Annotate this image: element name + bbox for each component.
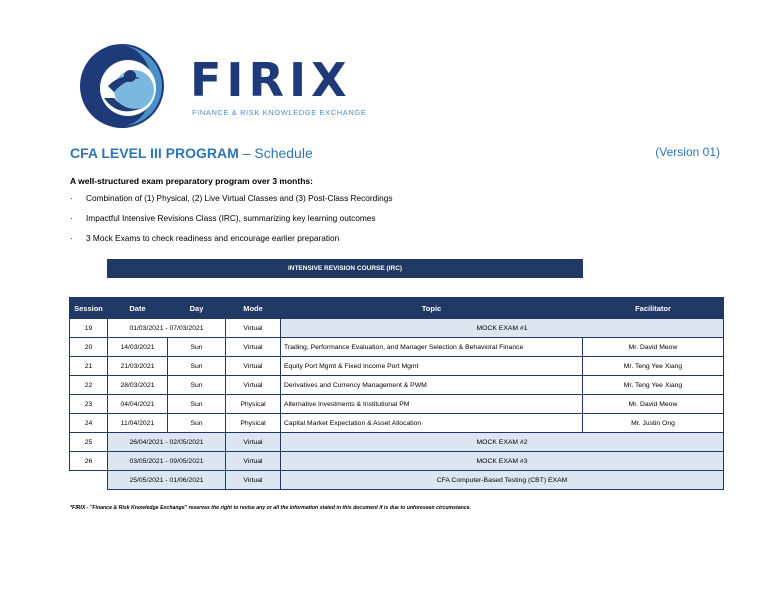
mock-exam-cell: MOCK EXAM #3 (281, 452, 724, 471)
facilitator-cell: Mr. Justin Ong (583, 414, 724, 433)
table-row (70, 357, 724, 376)
table-row (70, 376, 724, 395)
date-cell: 11/04/2021 (108, 414, 168, 433)
topic-cell: Trading, Performance Evaluation, and Manager Selection & Behavioral Finance (281, 338, 583, 357)
day-cell: Sun (168, 376, 226, 395)
table-row (70, 471, 724, 490)
logo-mark-icon (78, 42, 170, 130)
list-item (70, 231, 393, 251)
cbt-exam-cell: CFA Computer-Based Testing (CBT) EXAM (281, 471, 724, 490)
date-cell: 26/04/2021 - 02/05/2021 (108, 433, 226, 452)
version-label: (Version 01) (655, 145, 720, 159)
list-item (70, 211, 393, 231)
date-cell: 04/04/2021 (108, 395, 168, 414)
title-sub: – Schedule (238, 145, 313, 161)
bullet-icon: · (70, 193, 73, 203)
logo-tagline: FINANCE & RISK KNOWLEDGE EXCHANGE (192, 108, 367, 117)
session-cell: 20 (70, 338, 108, 357)
facilitator-cell: Mr. Teng Yee Xiang (583, 376, 724, 395)
title-main: CFA LEVEL III PROGRAM (70, 145, 239, 161)
mock-exam-cell: MOCK EXAM #2 (281, 433, 724, 452)
session-cell: 23 (70, 395, 108, 414)
table-header-row (70, 298, 724, 319)
header-facilitator: Facilitator (583, 298, 724, 319)
table-row (70, 414, 724, 433)
list-item-text: Impactful Intensive Revisions Class (IRC), summarizing key learning outcomes (86, 213, 376, 223)
date-cell: 01/03/2021 - 07/03/2021 (108, 319, 226, 338)
table-row (70, 395, 724, 414)
list-item-text: 3 Mock Exams to check readiness and encourage earlier preparation (86, 233, 340, 243)
session-cell: 21 (70, 357, 108, 376)
intro-text: A well-structured exam preparatory program over 3 months: (70, 176, 313, 186)
header-mode: Mode (226, 298, 281, 319)
schedule-table (69, 297, 724, 490)
bullet-icon: · (70, 233, 73, 243)
table-row (70, 452, 724, 471)
bullet-icon: · (70, 213, 73, 223)
date-cell: 03/05/2021 - 09/05/2021 (108, 452, 226, 471)
date-cell: 25/05/2021 - 01/06/2021 (108, 471, 226, 490)
facilitator-cell: Mr. Teng Yee Xiang (583, 357, 724, 376)
day-cell: Sun (168, 357, 226, 376)
mode-cell: Virtual (226, 338, 281, 357)
header-topic: Topic (281, 298, 583, 319)
mode-cell: Virtual (226, 452, 281, 471)
day-cell: Sun (168, 338, 226, 357)
header-date: Date (108, 298, 168, 319)
date-cell: 28/03/2021 (108, 376, 168, 395)
facilitator-cell: Mr. David Meow (583, 395, 724, 414)
topic-cell: Derivatives and Currency Management & PWM (281, 376, 583, 395)
session-cell: 22 (70, 376, 108, 395)
feature-list (70, 191, 393, 251)
logo-wordmark: FIRIX (190, 53, 352, 107)
mock-exam-cell: MOCK EXAM #1 (281, 319, 724, 338)
mode-cell: Virtual (226, 319, 281, 338)
table-row (70, 338, 724, 357)
mode-cell: Physical (226, 395, 281, 414)
day-cell: Sun (168, 395, 226, 414)
date-cell: 14/03/2021 (108, 338, 168, 357)
firix-logo (78, 42, 368, 130)
mode-cell: Virtual (226, 357, 281, 376)
mode-cell: Virtual (226, 376, 281, 395)
topic-cell: Equity Port Mgmt & Fixed Income Port Mgmt (281, 357, 583, 376)
footnote: *FIRIX - "Finance & Risk Knowledge Exchange" reserves the right to revise any or all the information stated in this document if is due to unforeseen circumstance. (70, 505, 471, 511)
list-item (70, 191, 393, 211)
session-cell: 25 (70, 433, 108, 452)
mode-cell: Virtual (226, 433, 281, 452)
header-session: Session (70, 298, 108, 319)
list-item-text: Combination of (1) Physical, (2) Live Virtual Classes and (3) Post-Class Recordings (86, 193, 393, 203)
topic-cell: Alternative Investments & Institutional PM (281, 395, 583, 414)
header-day: Day (168, 298, 226, 319)
session-cell: 19 (70, 319, 108, 338)
empty-cell (70, 471, 108, 490)
date-cell: 21/03/2021 (108, 357, 168, 376)
table-row (70, 319, 724, 338)
irc-banner: INTENSIVE REVISION COURSE (IRC) (107, 259, 583, 278)
page-title (70, 145, 313, 161)
session-cell: 26 (70, 452, 108, 471)
session-cell: 24 (70, 414, 108, 433)
day-cell: Sun (168, 414, 226, 433)
mode-cell: Virtual (226, 471, 281, 490)
facilitator-cell: Mr. David Meow (583, 338, 724, 357)
mode-cell: Physical (226, 414, 281, 433)
topic-cell: Capital Market Expectation & Asset Allocation (281, 414, 583, 433)
table-row (70, 433, 724, 452)
